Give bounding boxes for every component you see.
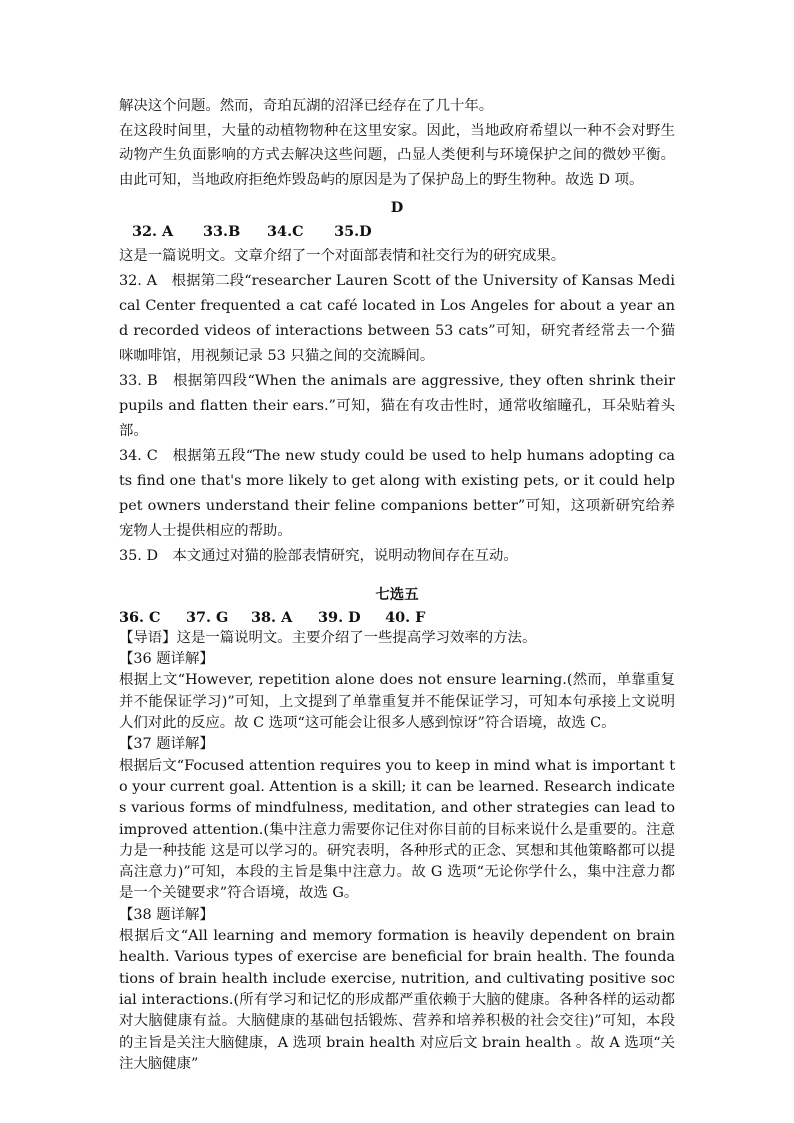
paragraph-explanation: 在这段时间里，大量的动植物物种在这里安家。因此，当地政府希望以一种不会对野生动物产生负面影响的方式去解决这些问题，凸显人类便利与环境保护之间的微妙平衡。由此可知，当地政府拒绝炸毁岛屿的原因是为了保护岛上的野生物种。故选 D 项。 [119, 122, 675, 188]
answer-34: 34.C [267, 223, 304, 241]
answer-36: 36. C [119, 608, 161, 626]
answer-33: 33.B [203, 223, 241, 241]
document-page [119, 94, 675, 1075]
answer-37: 37. G [186, 608, 229, 626]
explanation-35: 35. D 本文通过对猫的脸部表情研究，说明动物间存在互动。 [119, 547, 518, 564]
answer-35: 35.D [334, 223, 372, 241]
answer-38: 38. A [251, 608, 293, 626]
q36-label: 【36 题详解】 [119, 651, 214, 668]
q37-explanation: 根据后文“Focused attention requires you to keep in mind what is important to your current goal. Attention is a skill; it can be learned. Research indicates various forms of mindfulness, meditation, and other strategies can lead to improved attention.(集中注意力需要你记住对你目前的目标来说什么是重要的。注意力是一种技能 这是可以学习的。研究表明，各种形式的正念、冥想和其他策略都可以提高注意力)”可知，本段的主旨是集中注意力。故 G 选项“无论你学什么，集中注意力都是一个关键要求”符合语境，故选 G。 [119, 757, 675, 902]
q36-explanation: 根据上文“However, repetition alone does not ensure learning.(然而，单靠重复并不能保证学习)”可知，上文提到了单靠重复并不能保证学习，可知本句承接上文说明人们对此的反应。故 C 选项“这可能会让很多人感到惊讶”符合语境，故选 C。 [119, 672, 675, 732]
explanation-34: 34. C 根据第五段“The new study could be used to help humans adopting cats find one that's more likely to get along with existing pets, or it could help pet owners understand their feline companions better”可知，这项新研究给养宠物人士提供相应的帮助。 [119, 447, 675, 539]
guide-text: 【导语】这是一篇说明文。主要介绍了一些提高学习效率的方法。 [119, 629, 537, 646]
seven-choose-five-answers [119, 607, 675, 628]
q38-label: 【38 题详解】 [119, 906, 214, 923]
explanation-32: 32. A 根据第二段“researcher Lauren Scott of the University of Kansas Medical Center frequented a cat café located in Los Angeles for about a year and recorded videos of interactions between 53 cats”可知，研究者经常去一个猫咪咖啡馆，用视频记录 53 只猫之间的交流瞬间。 [119, 272, 675, 364]
answer-32: 32. A [132, 223, 174, 241]
explanation-33: 33. B 根据第四段“When the animals are aggressive, they often shrink their pupils and flatten their ears.”可知，猫在有攻击性时，通常收缩瞳孔，耳朵贴着头部。 [119, 372, 675, 439]
q37-label: 【37 题详解】 [119, 736, 214, 753]
section-d-answers [119, 220, 675, 244]
answer-40: 40. F [385, 608, 426, 626]
answer-39: 39. D [318, 608, 361, 626]
q38-explanation: 根据后文“All learning and memory formation is heavily dependent on brain health. Various types of exercise are beneficial for brain health. The foundations of brain health include exercise, nutrition, and cultivating positive social interactions.(所有学习和记忆的形成都严重依赖于大脑的健康。各种各样的运动都对大脑健康有益。大脑健康的基础包括锻炼、营养和培养积极的社会交往)”可知，本段的主旨是关注大脑健康，A 选项 brain health 对应后文 brain health 。故 A 选项“关注大脑健康” [119, 928, 675, 1072]
paragraph-continuation: 解决这个问题。然而，奇珀瓦湖的沼泽已经存在了几十年。 [119, 98, 494, 114]
section-d-intro: 这是一篇说明文。文章介绍了一个对面部表情和社交行为的研究成果。 [119, 248, 566, 265]
section-d-heading: D [390, 199, 404, 217]
seven-choose-five-heading: 七选五 [375, 585, 419, 603]
